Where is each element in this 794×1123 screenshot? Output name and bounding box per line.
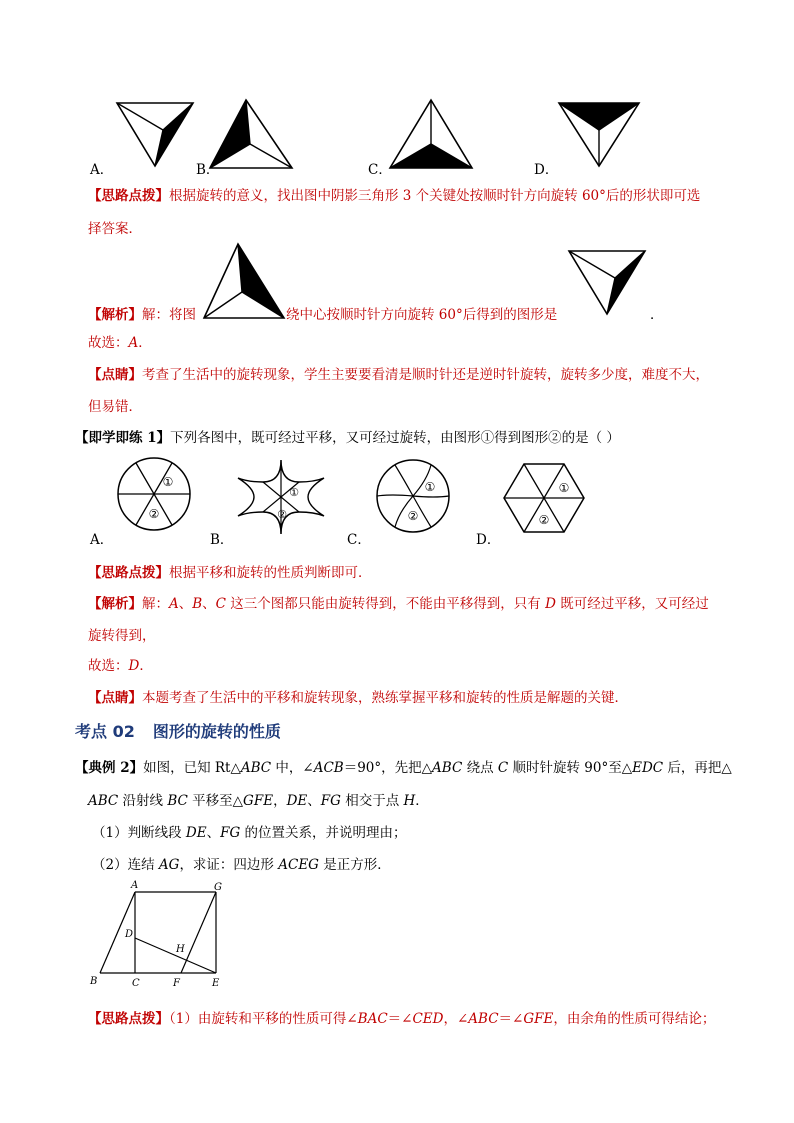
point-f-label: F [173,978,180,989]
sep2: 、 [202,596,216,612]
var: FG [220,825,241,841]
hint-tag: 【思路点拨】 [88,565,169,581]
answer-pre: 故选： [88,335,129,351]
sep1: 、 [178,596,193,612]
q1-hint-line1 [88,184,700,204]
practice-hint [88,561,372,581]
hint-tag: 【思路点拨】 [88,1011,169,1027]
text: ＝∠ [498,1011,524,1027]
text: 后，再把△ [663,760,732,776]
text: （1）由旋转和平移的性质可得∠ [169,1011,358,1027]
text: ＝∠ [387,1011,413,1027]
point-g-label: G [214,882,222,893]
label-2: ② [538,513,550,527]
text: （2）连结 [92,857,159,873]
text: 如图，已知 Rt△ [143,760,241,776]
text: ，∠ [443,1011,469,1027]
practice-option-b-label: B． [210,532,234,548]
var: BC [167,793,188,809]
var: DE [185,825,207,841]
label-2: ② [407,509,419,523]
var: GFE [243,793,274,809]
text: ，求证：四边形 [179,857,279,873]
analysis-original-figure [202,242,286,322]
practice-option-c-figure [375,458,451,534]
text: ，由余角的性质可得结论； [553,1011,716,1027]
q1-comment-line2: 但易错． [88,399,142,415]
point-c-label: C [132,978,140,989]
var: ABC [468,1011,499,1027]
example2-line1 [75,756,732,776]
text: ＝90°，先把△ [343,760,433,776]
text: 顺时针旋转 90°至△ [508,760,633,776]
q1-analysis-end: ． [650,307,664,323]
option-b-label: B． [196,162,220,178]
var: ACEG [278,857,319,873]
hint-tag: 【思路点拨】 [88,188,169,204]
var: FG [320,793,341,809]
geometry-figure [88,878,238,992]
comment-tag: 【点睛】 [88,367,142,383]
option-d-label: D． [534,162,559,178]
practice-tag: 【即学即练 1】 [75,430,171,446]
section-heading [75,719,281,742]
example-tag: 【典例 2】 [75,760,144,776]
var: DE [286,793,308,809]
practice-option-a-label: A． [90,532,114,548]
var: ABC [88,793,119,809]
option-c-figure [388,98,474,170]
comment-tag: 【点睛】 [88,690,142,706]
text: 中，∠ [271,760,314,776]
practice-option-d-label: D． [476,532,501,548]
var: C [497,760,509,776]
text: 绕点 [462,760,498,776]
var: ABC [432,760,463,776]
label-2: ② [277,508,287,521]
answer-value: D [128,658,140,674]
var: BAC [357,1011,388,1027]
text: 、 [307,793,321,809]
option-a-ref: A [169,596,179,612]
q1-answer [88,331,152,351]
point-a-label: A [131,880,139,891]
var: GFE [523,1011,554,1027]
practice-option-c-label: C． [347,532,371,548]
example2-sub2 [92,853,391,873]
var: CED [412,1011,444,1027]
text: ． [415,793,429,809]
comment-text: 考查了生活中的旋转现象，学生主要要看清是顺时针还是逆时针旋转，旋转多少度，难度不大， [142,367,709,383]
label-1: ① [162,475,174,489]
text: 平移至△ [187,793,244,809]
example2-sub1 [92,821,407,841]
practice-option-a-figure [116,456,192,532]
point-b-label: B [90,976,98,987]
label-1: ① [558,481,570,495]
example2-line2 [88,789,429,809]
comment-text: 本题考查了生活中的平移和旋转现象，熟练掌握平移和旋转的性质是解题的关键． [142,690,628,706]
analysis-tag: 【解析】 [88,596,142,612]
answer-end: ． [138,335,152,351]
var: ACB [313,760,344,776]
option-b-figure [208,98,294,170]
answer-end: ． [139,658,153,674]
example2-hint [88,1007,715,1027]
var: EDC [632,760,664,776]
text: ， [273,793,287,809]
hint-text: 根据旋转的意义，找出图中阴影三角形 3 个关键处按顺时针方向旋转 60°后的形状即可选 [169,188,701,204]
q1-analysis-line [88,303,196,323]
q1-analysis-mid: 绕中心按顺时针方向旋转 60°后得到的图形是 [286,307,558,323]
point-d-label: D [125,929,134,940]
practice-analysis-line2: 旋转得到， [88,628,156,644]
analysis-mid: 这三个图都只能由旋转得到，不能由平移得到，只有 [226,596,546,612]
text: 相交于点 [340,793,404,809]
practice-option-b-figure [236,458,326,536]
practice-comment [88,686,628,706]
practice-option-d-figure [502,462,586,534]
option-a-label: A． [90,162,114,178]
option-c-label: C． [368,162,392,178]
practice-question-text: 下列各图中，既可经过平移，又可经过旋转，由图形①得到图形②的是（ ） [170,430,620,446]
analysis-pre: 解：将图 [142,307,196,323]
practice-answer [88,654,153,674]
option-d-figure [557,100,641,170]
option-c-ref: C [215,596,227,612]
analysis-pre: 解： [142,596,169,612]
point-h-label: H [176,944,185,955]
label-2: ② [148,507,160,521]
label-1: ① [424,480,436,494]
option-a-figure [115,100,195,170]
analysis-end: 既可经过平移，又可经过 [555,596,709,612]
section-title: 图形的旋转的性质 [152,722,281,741]
hint-text: 根据平移和旋转的性质判断即可． [169,565,372,581]
text: 沿射线 [118,793,168,809]
analysis-result-figure [567,248,647,318]
text: 的位置关系，并说明理由； [240,825,407,841]
var: H [403,793,416,809]
option-d-ref: D [545,596,556,612]
point-e-label: E [212,978,220,989]
text: （1）判断线段 [92,825,186,841]
answer-value: A [128,335,139,351]
text: 是正方形． [318,857,391,873]
q1-hint-line2: 择答案． [88,221,142,237]
var: ABC [240,760,272,776]
analysis-tag: 【解析】 [88,307,142,323]
answer-pre: 故选： [88,658,129,674]
label-1: ① [289,486,299,499]
practice1-question [75,426,620,446]
option-b-ref: B [192,596,203,612]
var: AG [158,857,180,873]
practice-analysis-line1 [88,592,709,612]
section-number: 考点 02 [75,722,135,741]
text: 、 [206,825,221,841]
q1-comment-line1 [88,363,709,383]
